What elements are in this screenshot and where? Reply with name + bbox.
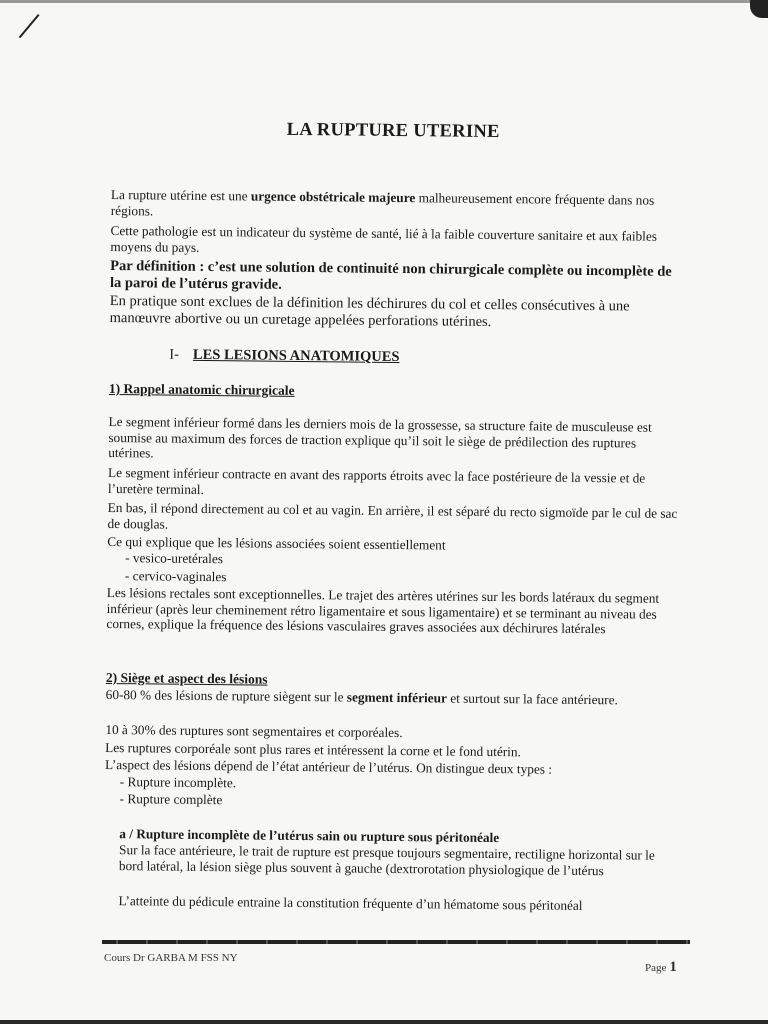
sub1-paragraph-5: Les lésions rectales sont exceptionnelles. Le trajet des artères utérines sur les bords latéraux du segment inférieur (après leur cheminement rétro ligamentaire et sous ligamentaire) et se terminant au niveau des cornes, explique la fréquence des lésions vasculaires graves associées aux déchirures latérales — [106, 584, 660, 637]
subsection-2-heading: 2) Siège et aspect des lésions — [105, 669, 268, 687]
subsection-a-heading: a / Rupture incomplète de l’utérus sain ou rupture sous péritonéale — [119, 826, 500, 846]
footer-page-number: 1 — [669, 959, 677, 975]
footer-page-label: Page — [645, 962, 667, 974]
section-1-title: LES LESIONS ANATOMIQUES — [192, 346, 400, 366]
intro-paragraph-1 — [111, 187, 686, 224]
intro-p1-bold: urgence obstétricale majeure — [250, 188, 416, 206]
sub1-paragraph-4: Ce qui explique que les lésions associées soient essentiellement — [107, 533, 446, 553]
sub2-paragraph-3: Les ruptures corporéale sont plus rares et intéressent la corne et le fond utérin. — [105, 739, 521, 760]
footer-rule — [102, 940, 690, 944]
sub-a-paragraph-1: Sur la face antérieure, le trait de rupture est presque toujours segmentaire, rectiligne horizontal sur le bord latéral, la lésion siège plus souvent à gauche (dextrorotation physiologique de l’utérus — [118, 842, 655, 878]
list-item-rupture-complete: - Rupture complète — [119, 791, 223, 808]
sub-a-paragraph-2: L’atteinte du pédicule entraine la constitution fréquente d’un hématome sous péritonéal — [118, 893, 583, 913]
footer-course-label: Cours Dr GARBA M FSS NY — [104, 952, 238, 964]
pen-slash-mark — [19, 14, 40, 38]
definition-paragraph: Par définition : c’est une solution de continuité non chirurgicale complète ou incomplète de la paroi de l’utérus gravide. — [109, 257, 672, 293]
sub2-paragraph-2: 10 à 30% des ruptures sont segmentaires et corporéales. — [105, 721, 403, 741]
scan-top-edge — [0, 0, 768, 3]
list-item-cervico: - cervico-vaginales — [124, 568, 227, 585]
sub2-p1-text-c: et surtout sur la face antérieure. — [446, 690, 618, 708]
sub1-paragraph-1: Le segment inférieur formé dans les derniers mois de la grossesse, sa structure faite de musculeuse est soumise au maximum des forces de traction explique qu’il soit le siège de prédilection des ruptures utérines. — [108, 413, 652, 461]
list-item-rupture-incomplete: - Rupture incomplète. — [119, 774, 237, 791]
document-title: LA RUPTURE UTERINE — [286, 119, 500, 143]
intro-paragraph-2: Cette pathologie est un indicateur du système de santé, lié à la faible couverture sanitaire et aux faibles moyens du pays. — [110, 222, 658, 255]
sub2-p1-text-a: 60-80 % des lésions de rupture siègent sur le — [105, 686, 347, 705]
sub2-paragraph-1 — [106, 687, 681, 709]
list-item-vesico: - vesico-uretérales — [125, 550, 224, 567]
intro-p1-text-c: malheureusement encore fréquente dans nos régions. — [110, 190, 655, 218]
intro-p1-text-a: La rupture utérine est une — [110, 186, 251, 204]
sub2-paragraph-4: L’aspect des lésions dépend de l’état antérieur de l’utérus. On distingue deux types : — [104, 756, 553, 777]
section-1-heading — [169, 347, 399, 366]
sub1-paragraph-3: En bas, il répond directement au col et au vagin. En arrière, il est séparé du recto sigmoïde par le cul de sac de douglas. — [107, 499, 678, 532]
sub2-p1-bold: segment inférieur — [346, 689, 448, 706]
sub1-paragraph-2: Le segment inférieur contracte en avant des rapports étroits avec la face postérieure de la vessie et de l’uretère terminal. — [107, 464, 646, 497]
intro-paragraph-4: En pratique sont exclues de la définition les déchirures du col et celles consécutives à une manœuvre abortive ou un curetage appelées perforations utérines. — [109, 292, 630, 330]
scan-corner-mark — [750, 0, 768, 18]
section-1-number: I- — [169, 346, 180, 363]
scan-bottom-edge — [0, 1020, 768, 1024]
footer-page-indicator — [645, 959, 677, 976]
subsection-1-heading: 1) Rappel anatomic chirurgicale — [108, 380, 295, 398]
